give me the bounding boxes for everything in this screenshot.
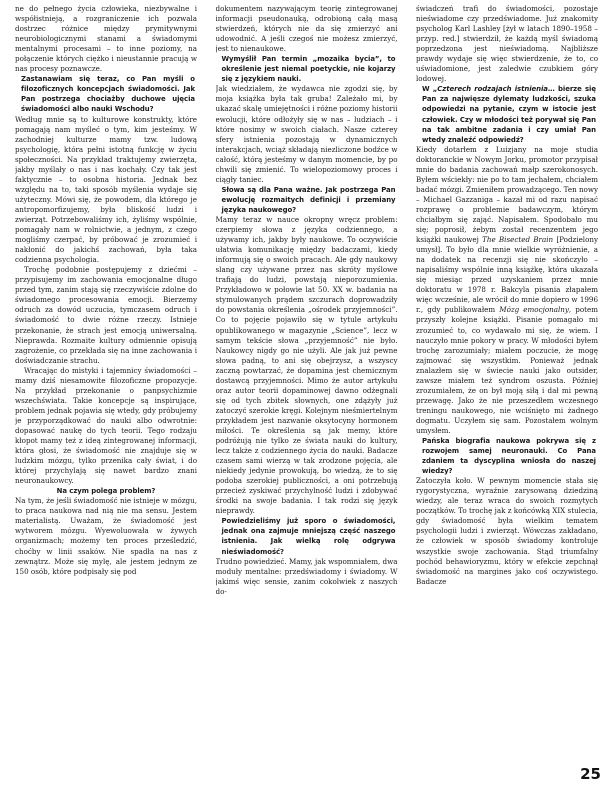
answer-paragraph: Na tym, że jeśli świadomość nie istnieje w mózgu, to praca naukowa nad nią nie ma sensu. Jestem materialistą. Uważam, że świadomość jest wytworem mózgu. Wyewoluowała w żywych organizmach; możemy ten proces prześledzić, choćby w linii ssaków. Nie spadła na nas z zewnątrz. Może się mylę, ale jestem jednym ze 150 osób, które podpisały się pod xyxy=(15,496,197,576)
answer-paragraph: dokumentem nazywającym teorię zintegrowanej informacji pseudonauką, odrobioną całą masą stwierdzeń, których nie da się zmierzyć ani udowodnić. A jeśli czegoś nie możesz zmierzyć, jest to nienaukowe. xyxy=(215,4,398,54)
answer-paragraph: ne do pełnego życia człowieka, niezbywalne i współistnieją, a rozgraniczenie ich pozwala dostrzec różnice między prymitywnymi neurobiologicznymi stanami a świadomymi mentalnymi procesami – to inne poziomy, na połączenie których ciężko i nieustannie pracują w nas procesy poznawcze. xyxy=(15,4,197,74)
answer-paragraph: Mamy teraz w nauce okropny wręcz problem: czerpiemy słowa z języka codziennego, a używamy ich, jakby były naukowe. To oczywiście ułatwia komunikację między badaczami, kiedy informują się o swoich pracach. Ale gdy naukowy slang czy używane przez nas skróty myślowe trafiają do ludzi, powstają nieporozumienia. Przykładowo w połowie lat 50. XX w. badania na stymulowanych prądem szczurach doprowadziły do powstania określenia „ośrodek przyjemności”. Co to pojęcie pojawiło się w tytule artykułu opublikowanego w magazynie „Science”, lecz w samym tekście słowa „przyjemność” nie było. Naukowcy nigdy go nie użyli. Ale jak już pewne słowa padną, to ani się obejrzysz, a wszyscy zaczną powtarzać, że dopamina jest chemicznym dostawcą przyjemności. Mimo że autor artykułu oraz autor teorii dopaminowej dawno odżegnali się od tych zbitek słownych, one zdążyły już zatoczyć szerokie kręgi. Kolejnym nieśmiertelnym przykładem jest nazwanie oksytocyny hormonem miłości. Te określenia są jak memy, które podróżują nie tylko ze świata nauki do kultury, lecz także z codziennego życia do nauki. Badacze czasem sami wierzą w tak zrodzone pojęcia, ale niekiedy jedynie prowokują, bo wiedzą, że to się podoba szerokiej publiczności, a oni potrzebują przecież zyskiwać przychylność ludzi i zdobywać środki na swoje badania. I tak rodzi się język nieprawdy. xyxy=(215,214,398,516)
answer-paragraph: Jak wiedziałem, że wydawca nie zgodzi się, by moja książka była tak gruba! Zależało mi, by ukazać skalę umiejętności i różne poziomy historii ewolucji, które odłożyły się w nas – ludziach – i które nosimy w swoich ciałach. Nasze czterey sfery istnienia pozostają w dynamicznych interakcjach, wciąż składają niezliczone bodźce w całość, którą jesteśmy w danym momencie, by po chwili się zmienić. To wielopoziomowy proces i ciągły taniec. xyxy=(215,84,398,184)
interview-question: Słowa są dla Pana ważne. Jak postrzega Pan ewolucję rozmaitych definicji i przemiany języka naukowego? xyxy=(221,185,396,214)
answer-paragraph: Według mnie są to kulturowe konstrukty, które pomagają nam myśleć o tym, kim jesteśmy. W zachodniej kulturze mamy tzw. ludową psychologię, która pełni istotną funkcję w życiu społeczności. Na przykład traktujemy zwierzęta, jakby myślały o nas i nas kochały. Czy tak jest faktycznie – to osobna historia. Jednak bez względu na to, taki sposób myślenia wydaje się użyteczny. Mówi się, że powodem, dla którego je antropomorfizujemy, była bliskość ludzi i zwierząt. Potrzebowaliśmy ich, żyliśmy wspólnie, pomagały nam w rolnictwie, a jednym, z czego mogliśmy czerpać, by próbować je zrozumieć i nakłonić do jakichś zachowań, była taka codzienna psychologia. xyxy=(15,114,197,265)
interview-question: Zastanawiam się teraz, co Pan myśli o filozoficznych koncepcjach świadomości. Jak Pan postrzega chociażby duchowe ujęcia świadomości albo nauki Wschodu? xyxy=(21,75,195,114)
article-page xyxy=(15,4,598,760)
answer-paragraph: świadczeń trafi do świadomości, pozostaje nieświadome czy przedświadome. Już znakomity psycholog Karl Lashley [żył w latach 1890–1958 – przyp. red.] stwierdził, że każdą myśl świadomą poprzedzona jest nieświadomą. Najbliższe prawdy wydaje się więc stwierdzenie, że to, co uświadomione, jest zaledwie czubkiem góry lodowej. xyxy=(416,4,598,84)
text-column-middle xyxy=(216,4,398,760)
answer-paragraph: Zatoczyła koło. W pewnym momencie stała się rygorystyczna, wyraźnie zarysowaną dziedziną wiedzy, ale teraz wraca do swoich rozmytych początków. To trochę jak z końcówką XIX stulecia, gdy świadomość była wielkim tematem psychologii ludzi i zwierząt. Wówczas zakładano, że człowiek w sposób świadomy kontroluje wszystkie swoje zachowania. Stąd triumfalny pochód behawioryzmu, który w efekcie zepchnął świadomość na margines jako coś oczywistego. Badacze xyxy=(416,476,598,586)
text-column-left xyxy=(15,4,197,760)
interview-question: Na czym polega problem? xyxy=(56,487,156,496)
text-column-right xyxy=(416,4,598,760)
page-number: 25 xyxy=(580,765,601,783)
answer-paragraph: Trudno powiedzieć. Mamy, jak wspomniałem, dwa moduły mentalne: przedświadomy i świadomy. W jakimś więc sensie, zanim cokolwiek z naszych do- xyxy=(215,556,398,596)
answer-paragraph: Trochę podobnie postępujemy z dziećmi – przypisujemy im zachowania emocjonalne długo przed tym, zanim stają się rzeczywiście zdolne do świadomego procesowania emocji. Bierzemy odruch za dowód uczucia, tymczasem odruch i świadomość to dwie różne rzeczy. Istnieje przekonanie, że strach jest emocją uniwersalną. Nieprawda. Rozmaite kultury odmiennie opisują zagrożenie, co przekłada się na inne zachowania i doświadczanie strachu. xyxy=(15,265,197,365)
answer-paragraph: Kiedy dotarłem z Luizjany na moje studia doktoranckie w Nowym Jorku, promotor przypisał mnie do badania zachowań małp szerokonosych. Byłem wściekły: nie po to tam jechałem, chciałem badać mózgi. Zmieniłem prowadzącego. Ten nowy – Michael Gazzaniga – kazał mi od razu napisać rozprawę o problemie badawczym, którym chciałbym się zająć. Napisałem. Spodobało mu się; poprosił, żebym został recenzentem jego książki naukowej The Bisected Brain [Podzielony umysł]. To było dla mnie wielkie wyróżnienie, a na dodatek na recenzji się nie skończyło – napisaliśmy wspólnie inną książkę, która ukazała się miesiąc przed uzyskaniem przez mnie doktoratu w 1978 r. Bakcyla pisania złapałem więc wcześnie, ale wrócił do mnie dopiero w 1996 r., gdy publikowałem Mózg emocjonalny, potem przyszły kolejne książki. Pisanie pomagało mi zrozumieć to, co wydawało mi się, że wiem. I nauczyło mnie pokory w pracy. W młodości byłem trochę zarozumiały; miałem poczucie, że mogę zajmować się wszystkim. Ponieważ jednak znalazłem się w świecie nauki jako outsider, zawsze miałem też syndrom oszusta. Później zrozumiałem, że on był moją siłą i dał mi pewną przewagę. Jako że nie przeszedłem wczesnego treningu naukowego, nie wciśnięto mi żadnego dogmatu. Uczyłem się sam. Pozostałem wolnym umysłem. xyxy=(416,144,598,435)
interview-question: Pańska biografia naukowa pokrywa się z rozwojem samej neuronauki. Co Pana zdaniem ta dyscyplina wniosła do naszej wiedzy? xyxy=(422,437,596,476)
interview-question: Powiedzieliśmy już sporo o świadomości, jednak ona zajmuje mniejszą część naszego istnienia. Jak wielką rolę odgrywa nieświadomość? xyxy=(221,517,396,556)
answer-paragraph: Wracając do mistyki i tajemnicy świadomości – mamy dziś niesamowite filozoficzne propozycje. Na przykład przekonanie o panpsychizmie wszechświata. Takie koncepcje są inspirujące, problem jednak pojawia się wtedy, gdy próbujemy je przyporządkować do nauki albo odwrotnie: dopasować naukę do tych teorii. Tego rodzaju kłopot mamy też z ideą zintegrowanej informacji, która głosi, że świadomość nie znajduje się w ludzkim mózgu, tylko przenika cały świat, i do której przychylają się nawet bardzo znani neuronaukowcy. xyxy=(15,365,197,486)
interview-question: Wymyślił Pan termin „mozaika bycia”, to określenie jest niemal poetyckie, nie kojarzy się z językiem nauki. xyxy=(221,55,396,84)
interview-question: W „Czterech rodzajach istnienia… bierze się Pan za najwięsze dylematy ludzkości, szuka odpowiedzi na pytanie, czym w istocie jest człowiek. Czy w młodości też porywał się Pan na tak ambitne zadania i czy umiał Pan wtedy znaleźć odpowiedź? xyxy=(422,85,596,144)
